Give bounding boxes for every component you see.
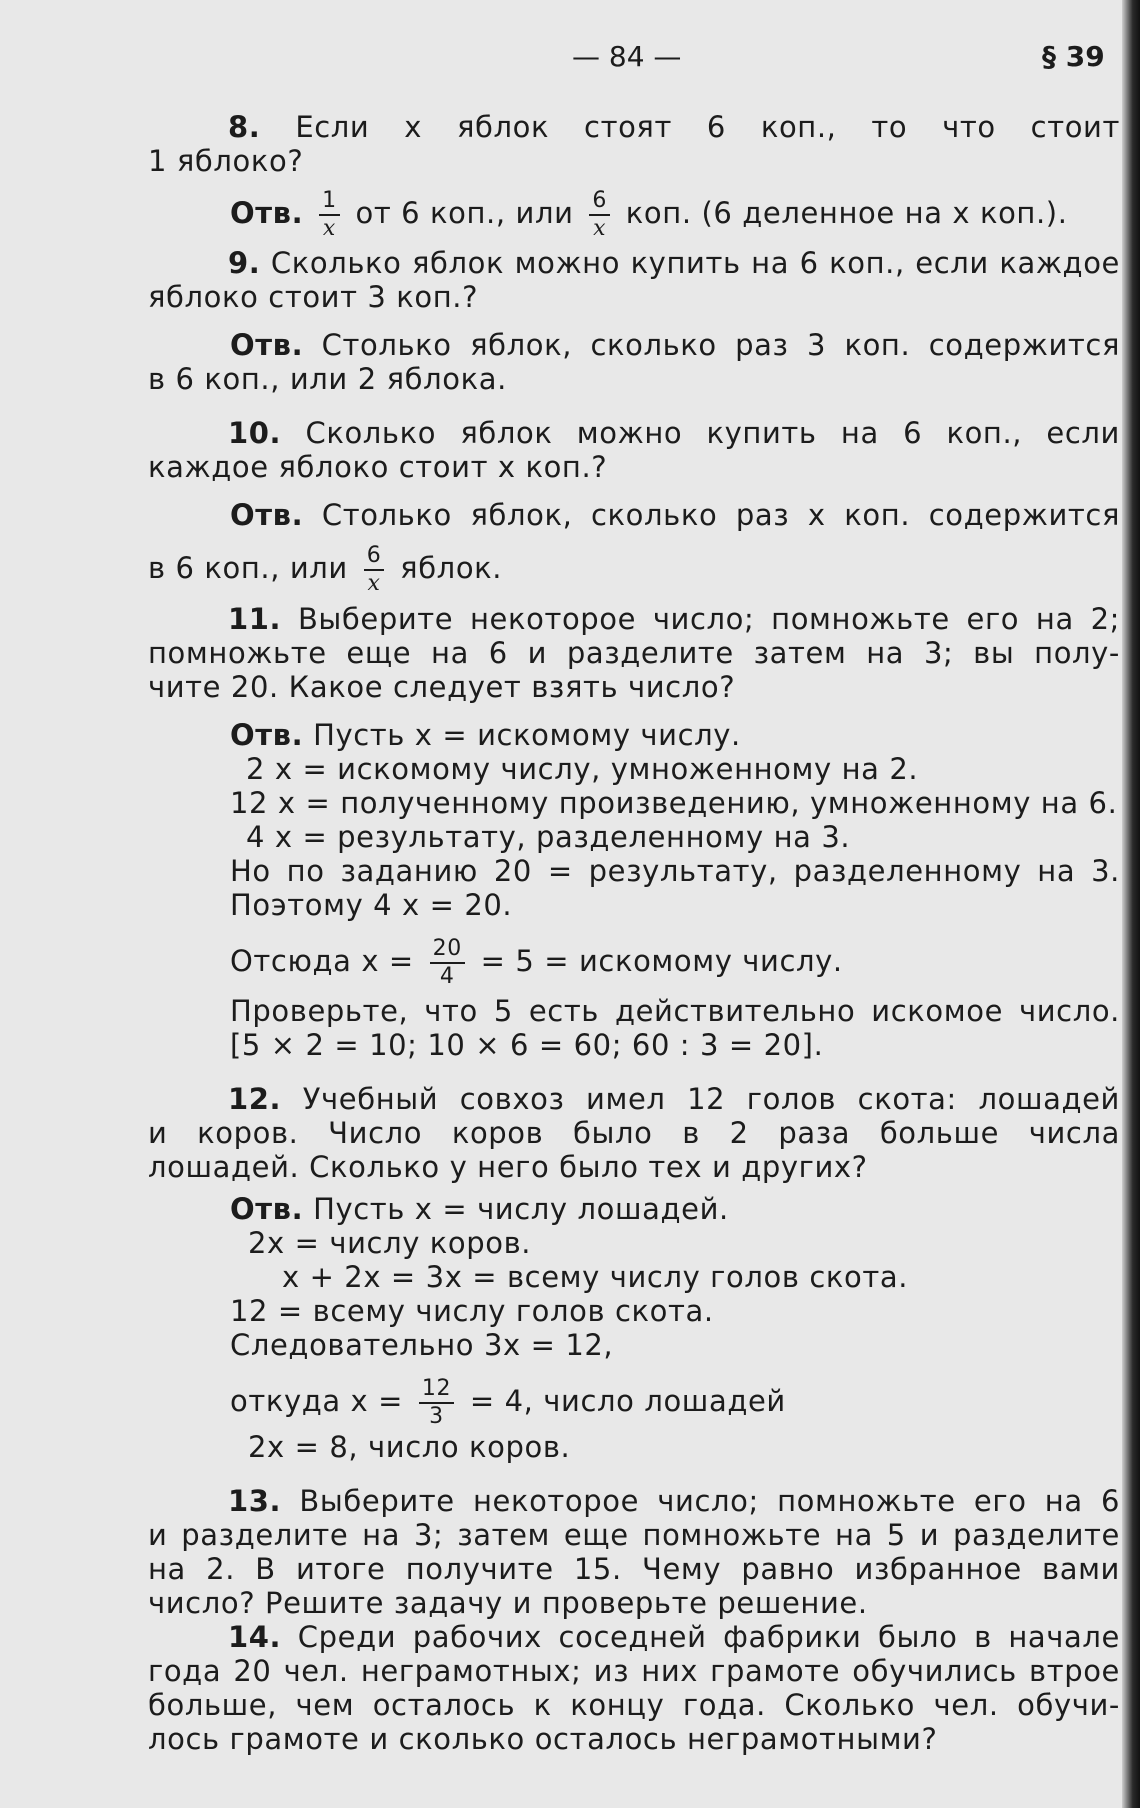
problem-14-line-4: лось грамоте и сколько осталось неграмотными? bbox=[148, 1722, 938, 1756]
fraction-twenty-over-four bbox=[430, 938, 465, 988]
problem-11-line-1 bbox=[228, 602, 1120, 636]
fraction-numerator: 1 bbox=[319, 190, 340, 216]
problem-11-line-2: помножьте еще на 6 и разделите затем на 3; вы полу- bbox=[148, 636, 1120, 670]
fraction-denominator: x bbox=[322, 216, 336, 241]
problem-8-line-2: 1 яблоко? bbox=[148, 144, 304, 178]
answer-text: = 5 = искомому числу. bbox=[480, 944, 843, 978]
problem-text: Сколько яблок можно купить на 6 коп., если каждое bbox=[270, 246, 1120, 280]
problem-number: 9. bbox=[228, 246, 261, 280]
problem-11-check: Проверьте, что 5 есть действительно искомое число. bbox=[230, 994, 1120, 1028]
problem-11-line-3: чите 20. Какое следует взять число? bbox=[148, 670, 736, 704]
problem-8-answer bbox=[230, 190, 1068, 240]
problem-text: Учебный совхоз имел 12 голов скота: лошадей bbox=[302, 1082, 1121, 1116]
fraction-twelve-over-three bbox=[419, 1378, 454, 1428]
problem-14-line-1 bbox=[228, 1620, 1120, 1654]
problem-text: Выберите некоторое число; помножьте его на 2; bbox=[297, 602, 1120, 636]
answer-text: в 6 коп., или bbox=[148, 551, 348, 585]
problem-number: 10. bbox=[228, 416, 282, 450]
problem-number: 11. bbox=[228, 602, 282, 636]
problem-10-answer-line-1 bbox=[230, 498, 1120, 532]
answer-text: яблок. bbox=[400, 551, 503, 585]
problem-12-line-2: и коров. Число коров было в 2 раза больше числа bbox=[148, 1116, 1120, 1150]
problem-9-answer-line-1 bbox=[230, 328, 1120, 362]
answer-text: Пусть x = искомому числу. bbox=[313, 718, 741, 752]
problem-9-line-2: яблоко стоит 3 коп.? bbox=[148, 280, 479, 314]
problem-14-line-3: больше, чем осталось к концу года. Сколько чел. обучи- bbox=[148, 1688, 1120, 1722]
problem-9-line-1 bbox=[228, 246, 1120, 280]
problem-10-line-2: каждое яблоко стоит x коп.? bbox=[148, 450, 608, 484]
fraction-denominator: 3 bbox=[429, 1404, 444, 1429]
answer-text: Отсюда x = bbox=[230, 944, 414, 978]
problem-13-line-2: и разделите на 3; затем еще помножьте на 5 и разделите bbox=[148, 1518, 1120, 1552]
fraction-denominator: x bbox=[593, 216, 607, 241]
problem-13-line-3: на 2. В итоге получите 15. Чему равно избранное вами bbox=[148, 1552, 1120, 1586]
problem-13-line-4: число? Решите задачу и проверьте решение. bbox=[148, 1586, 868, 1620]
answer-text: от 6 коп., или bbox=[355, 196, 574, 230]
problem-text: Среди рабочих соседней фабрики было в начале bbox=[297, 1620, 1120, 1654]
fraction-numerator: 12 bbox=[419, 1378, 454, 1404]
fraction-denominator: x bbox=[367, 571, 381, 596]
problem-number: 13. bbox=[228, 1484, 282, 1518]
fraction-one-over-x bbox=[319, 190, 340, 240]
answer-label: Отв. bbox=[230, 1192, 304, 1226]
problem-11-step-6: Поэтому 4 x = 20. bbox=[230, 888, 513, 922]
problem-11-answer-line-1 bbox=[230, 718, 741, 752]
problem-number: 12. bbox=[228, 1082, 282, 1116]
problem-13-line-1 bbox=[228, 1484, 1120, 1518]
answer-text: коп. (6 деленное на x коп.). bbox=[625, 196, 1068, 230]
problem-12-step-6 bbox=[230, 1378, 786, 1428]
problem-9-answer-line-2: в 6 коп., или 2 яблока. bbox=[148, 362, 507, 396]
answer-text: Пусть x = числу лошадей. bbox=[313, 1192, 729, 1226]
problem-12-line-1 bbox=[228, 1082, 1120, 1116]
problem-10-answer-line-2 bbox=[148, 545, 502, 595]
problem-11-check-calc: [5 × 2 = 10; 10 × 6 = 60; 60 : 3 = 20]. bbox=[230, 1028, 824, 1062]
problem-11-step-3: 12 x = полученному произведению, умноженному на 6. bbox=[230, 786, 1118, 820]
answer-label: Отв. bbox=[230, 328, 304, 362]
fraction-numerator: 6 bbox=[589, 190, 610, 216]
problem-number: 8. bbox=[228, 110, 261, 144]
answer-label: Отв. bbox=[230, 196, 304, 230]
problem-14-line-2: года 20 чел. неграмотных; из них грамоте обучились втрое bbox=[148, 1654, 1120, 1688]
problem-11-step-7 bbox=[230, 938, 843, 988]
answer-text: Столько яблок, сколько раз x коп. содержится bbox=[321, 498, 1120, 532]
problem-8-line-1 bbox=[228, 110, 1120, 144]
problem-10-line-1 bbox=[228, 416, 1120, 450]
problem-11-step-2: 2 x = искомому числу, умноженному на 2. bbox=[246, 752, 919, 786]
problem-number: 14. bbox=[228, 1620, 282, 1654]
problem-text: Выберите некоторое число; помножьте его на 6 bbox=[299, 1484, 1120, 1518]
problem-12-step-5: Следовательно 3x = 12, bbox=[230, 1328, 614, 1362]
answer-text: Столько яблок, сколько раз 3 коп. содержится bbox=[321, 328, 1120, 362]
fraction-numerator: 20 bbox=[430, 938, 465, 964]
page-number: — 84 — bbox=[572, 40, 682, 73]
answer-text: откуда x = bbox=[230, 1384, 404, 1418]
problem-11-step-4: 4 x = результату, разделенному на 3. bbox=[246, 820, 851, 854]
fraction-denominator: 4 bbox=[439, 964, 455, 989]
answer-text: = 4, число лошадей bbox=[469, 1384, 786, 1418]
problem-12-step-2: 2x = числу коров. bbox=[248, 1226, 532, 1260]
answer-label: Отв. bbox=[230, 498, 304, 532]
problem-12-step-4: 12 = всему числу голов скота. bbox=[230, 1294, 714, 1328]
page-edge-shadow bbox=[1122, 0, 1140, 1808]
problem-12-step-3: x + 2x = 3x = всему числу голов скота. bbox=[282, 1260, 909, 1294]
problem-12-line-3: лошадей. Сколько у него было тех и других? bbox=[148, 1150, 868, 1184]
problem-12-step-7: 2x = 8, число коров. bbox=[248, 1430, 571, 1464]
problem-11-step-5: Но по заданию 20 = результату, разделенному на 3. bbox=[230, 854, 1120, 888]
fraction-numerator: 6 bbox=[364, 545, 385, 571]
section-number: § 39 bbox=[1042, 40, 1105, 73]
problem-12-answer-line-1 bbox=[230, 1192, 729, 1226]
fraction-six-over-x bbox=[589, 190, 610, 240]
answer-label: Отв. bbox=[230, 718, 304, 752]
fraction-six-over-x bbox=[364, 545, 385, 595]
problem-text: Если x яблок стоят 6 коп., то что стоит bbox=[295, 110, 1120, 144]
problem-text: Сколько яблок можно купить на 6 коп., если bbox=[305, 416, 1120, 450]
